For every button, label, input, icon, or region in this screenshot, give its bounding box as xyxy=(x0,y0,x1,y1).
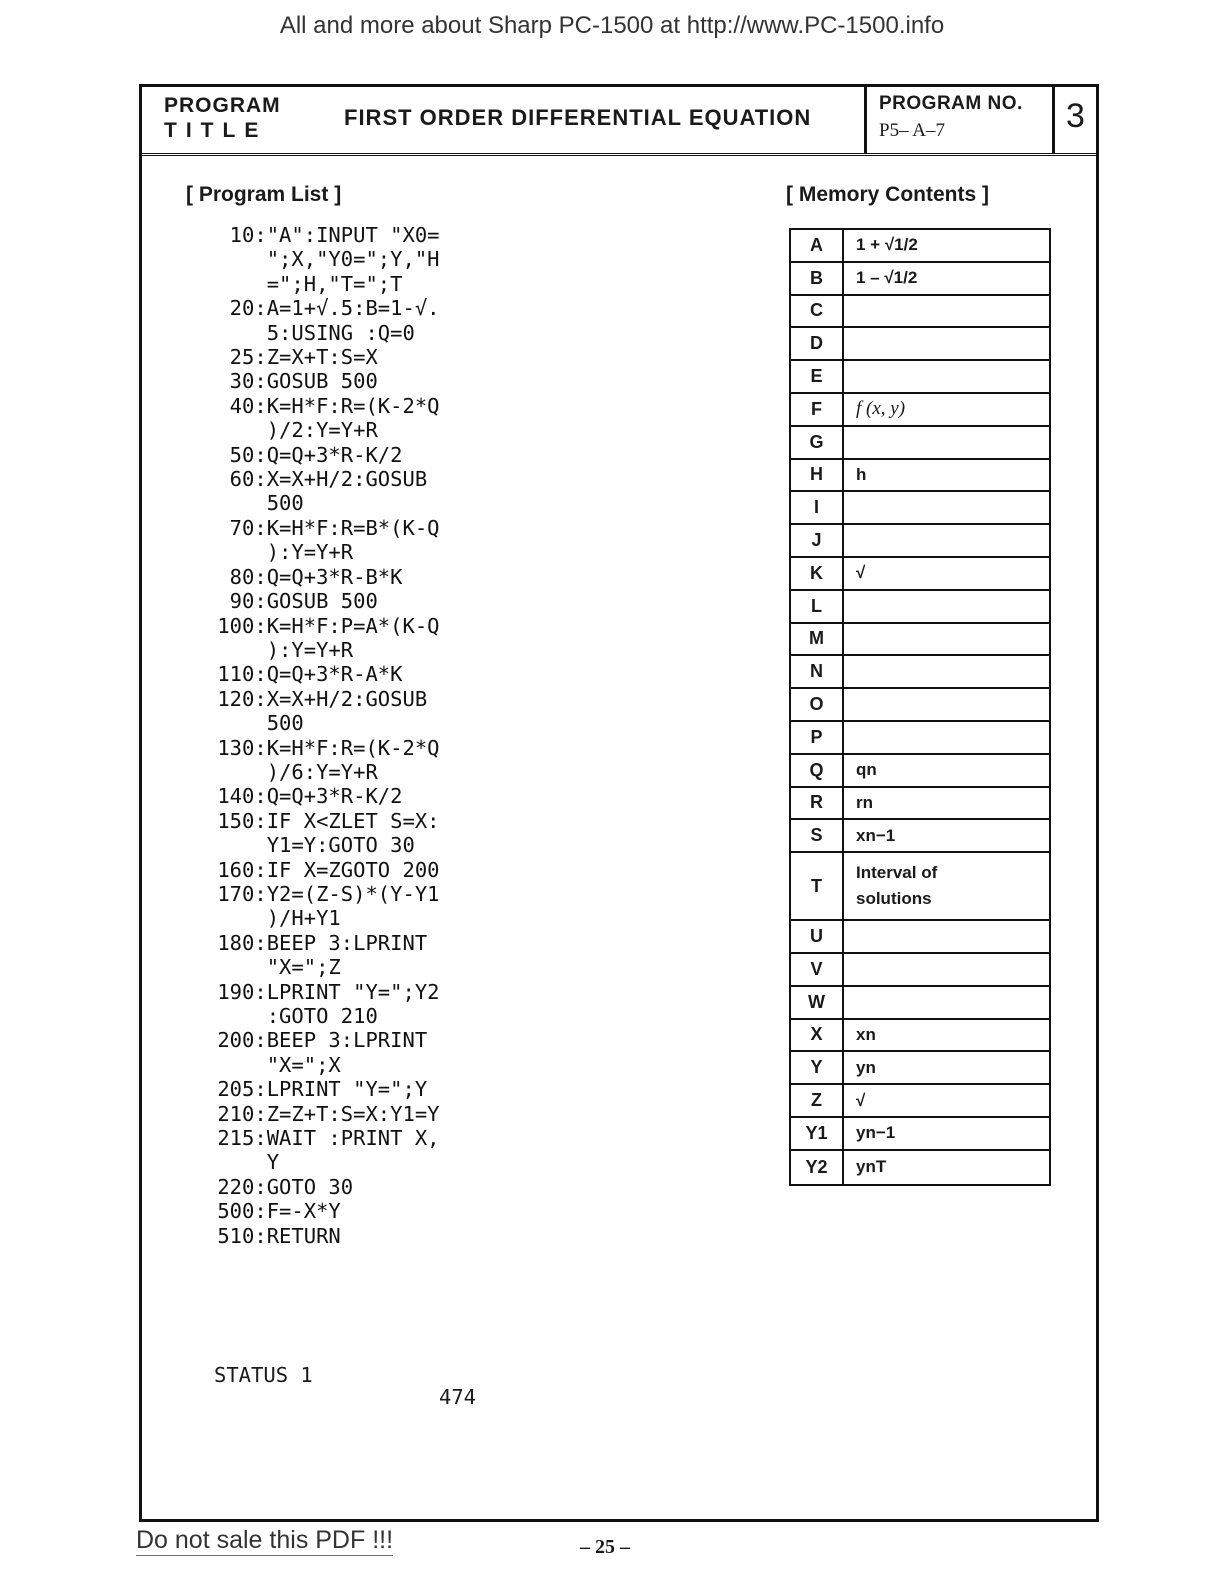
memory-variable: U xyxy=(791,921,844,952)
memory-value: yn−1 xyxy=(856,1123,896,1143)
code-line: 215:WAIT :PRINT X, xyxy=(205,1126,440,1151)
code-line: 130:K=H*F:R=(K-2*Q xyxy=(205,735,440,760)
program-sheet xyxy=(139,84,1099,1522)
memory-variable: M xyxy=(791,624,844,655)
code-line: 30:GOSUB 500 xyxy=(205,369,378,394)
memory-row xyxy=(791,689,1049,722)
memory-variable: P xyxy=(791,722,844,753)
footer-note: Do not sale this PDF !!! xyxy=(136,1526,394,1554)
memory-variable: R xyxy=(791,788,844,819)
memory-row xyxy=(791,558,1049,591)
memory-row xyxy=(791,361,1049,394)
memory-variable: Y xyxy=(791,1052,844,1083)
memory-value xyxy=(844,328,1049,359)
code-line: 50:Q=Q+3*R-K/2 xyxy=(205,442,403,467)
code-line: ):Y=Y+R xyxy=(205,637,354,662)
code-line: 170:Y2=(Z-S)*(Y-Y1 xyxy=(205,881,440,906)
program-list-heading: [ Program List ] xyxy=(186,183,342,206)
memory-variable: Q xyxy=(791,755,844,786)
program-no-value: P5– A–7 xyxy=(879,120,945,141)
memory-value: yn xyxy=(856,1057,876,1077)
memory-row xyxy=(791,921,1049,954)
memory-row xyxy=(791,755,1049,788)
memory-variable: C xyxy=(791,296,844,327)
memory-value xyxy=(844,361,1049,392)
memory-row xyxy=(791,954,1049,987)
code-line: 500:F=-X*Y xyxy=(205,1199,341,1224)
memory-value: 1 – √1/2 xyxy=(856,268,918,288)
code-line: 25:Z=X+T:S=X xyxy=(205,345,378,370)
program-no-label: PROGRAM NO. xyxy=(879,93,1023,114)
code-line: ";X,"Y0=";Y,"H xyxy=(205,247,440,272)
code-line: 80:Q=Q+3*R-B*K xyxy=(205,564,403,589)
memory-value: xn−1 xyxy=(856,825,896,845)
code-line: 500 xyxy=(205,711,304,736)
memory-row xyxy=(791,853,1049,921)
memory-contents-heading: [ Memory Contents ] xyxy=(786,183,990,206)
code-line: 160:IF X=ZGOTO 200 xyxy=(205,857,440,882)
program-title: FIRST ORDER DIFFERENTIAL EQUATION xyxy=(344,105,812,130)
header-note: All and more about Sharp PC-1500 at http://www.PC-1500.info xyxy=(279,12,945,39)
status-label: STATUS 1 xyxy=(214,1363,313,1387)
memory-variable: Y2 xyxy=(791,1151,844,1184)
memory-value xyxy=(844,656,1049,687)
title-block xyxy=(142,87,1096,156)
code-line: 40:K=H*F:R=(K-2*Q xyxy=(205,393,440,418)
code-line: Y xyxy=(205,1150,280,1175)
program-label: PROGRAM xyxy=(164,94,281,117)
code-line: 190:LPRINT "Y=";Y2 xyxy=(205,979,440,1004)
memory-variable: G xyxy=(791,427,844,458)
memory-row xyxy=(791,525,1049,558)
memory-row xyxy=(791,230,1049,263)
code-line: 100:K=H*F:P=A*(K-Q xyxy=(205,613,440,638)
memory-row xyxy=(791,820,1049,853)
memory-value: xn xyxy=(856,1024,876,1044)
code-line: =";H,"T=";T xyxy=(205,271,403,296)
memory-row xyxy=(791,1020,1049,1053)
memory-row xyxy=(791,1118,1049,1151)
code-line: 60:X=X+H/2:GOSUB xyxy=(205,467,428,492)
memory-row xyxy=(791,296,1049,329)
code-line: 205:LPRINT "Y=";Y xyxy=(205,1077,428,1102)
code-line: 200:BEEP 3:LPRINT xyxy=(205,1028,428,1053)
memory-table xyxy=(789,228,1051,1186)
code-line: 120:X=X+H/2:GOSUB xyxy=(205,686,428,711)
memory-value xyxy=(844,591,1049,622)
byte-count: 474 xyxy=(439,1385,477,1409)
memory-row xyxy=(791,328,1049,361)
code-line: 20:A=1+√.5:B=1-√. xyxy=(205,296,440,321)
memory-row xyxy=(791,1085,1049,1118)
memory-variable: E xyxy=(791,361,844,392)
memory-variable: N xyxy=(791,656,844,687)
memory-variable: H xyxy=(791,460,844,491)
code-line: "X=";Z xyxy=(205,955,341,980)
memory-value xyxy=(844,987,1049,1018)
code-line: :GOTO 210 xyxy=(205,1004,378,1028)
memory-variable: L xyxy=(791,591,844,622)
memory-variable: T xyxy=(791,853,844,919)
memory-value: qn xyxy=(856,760,877,780)
memory-variable: B xyxy=(791,263,844,294)
memory-row xyxy=(791,987,1049,1020)
memory-variable: I xyxy=(791,492,844,523)
memory-value xyxy=(844,296,1049,327)
memory-variable: X xyxy=(791,1020,844,1051)
memory-variable: F xyxy=(791,394,844,425)
memory-value xyxy=(844,492,1049,523)
code-line: 150:IF X<ZLET S=X: xyxy=(205,808,440,833)
memory-variable: S xyxy=(791,820,844,851)
memory-variable: A xyxy=(791,230,844,261)
code-line: )/H+Y1 xyxy=(205,906,341,931)
memory-variable: K xyxy=(791,558,844,589)
memory-row xyxy=(791,788,1049,821)
code-line: 110:Q=Q+3*R-A*K xyxy=(205,662,403,687)
memory-row xyxy=(791,394,1049,427)
code-line: Y1=Y:GOTO 30 xyxy=(205,833,415,858)
memory-value: √ xyxy=(856,1090,866,1110)
code-line: 90:GOSUB 500 xyxy=(205,589,378,614)
divider xyxy=(864,87,867,153)
memory-row xyxy=(791,1151,1049,1184)
memory-row xyxy=(791,1052,1049,1085)
memory-value xyxy=(844,624,1049,655)
code-line: 180:BEEP 3:LPRINT xyxy=(205,930,428,955)
code-line: "X=";X xyxy=(205,1052,341,1077)
memory-variable: V xyxy=(791,954,844,985)
memory-row xyxy=(791,656,1049,689)
code-line: 140:Q=Q+3*R-K/2 xyxy=(205,784,403,809)
memory-variable: Y1 xyxy=(791,1118,844,1149)
memory-variable: D xyxy=(791,328,844,359)
code-line: 5:USING :Q=0 xyxy=(205,320,415,345)
memory-row xyxy=(791,492,1049,525)
memory-value: rn xyxy=(856,792,873,812)
code-line: ):Y=Y+R xyxy=(205,540,354,565)
memory-value xyxy=(844,954,1049,985)
memory-value xyxy=(844,722,1049,753)
sheet-number: 3 xyxy=(1066,97,1085,135)
memory-row xyxy=(791,460,1049,493)
code-line: 10:"A":INPUT "X0= xyxy=(205,223,440,247)
memory-value: f (x, y) xyxy=(856,398,906,420)
memory-value xyxy=(844,921,1049,952)
code-line: )/2:Y=Y+R xyxy=(205,418,378,443)
page-number: – 25 – xyxy=(580,1536,630,1558)
memory-row xyxy=(791,263,1049,296)
code-line: 70:K=H*F:R=B*(K-Q xyxy=(205,515,440,540)
memory-value: √ xyxy=(856,563,866,583)
memory-value xyxy=(844,525,1049,556)
memory-value xyxy=(844,427,1049,458)
memory-row xyxy=(791,722,1049,755)
memory-value: h xyxy=(856,464,867,484)
memory-value: 1 + √1/2 xyxy=(856,235,918,255)
program-title-label xyxy=(164,93,281,143)
memory-variable: Z xyxy=(791,1085,844,1116)
code-line: )/6:Y=Y+R xyxy=(205,759,378,784)
memory-row xyxy=(791,591,1049,624)
code-line: 500 xyxy=(205,491,304,516)
code-line: 220:GOTO 30 xyxy=(205,1174,354,1199)
memory-variable: O xyxy=(791,689,844,720)
program-listing xyxy=(205,223,440,1248)
memory-variable: W xyxy=(791,987,844,1018)
memory-variable: J xyxy=(791,525,844,556)
memory-row xyxy=(791,427,1049,460)
memory-row xyxy=(791,624,1049,657)
code-line: 210:Z=Z+T:S=X:Y1=Y xyxy=(205,1101,440,1126)
code-line: 510:RETURN xyxy=(205,1223,341,1248)
memory-value: Interval of solutions xyxy=(856,863,938,909)
title-label: TITLE xyxy=(164,119,268,142)
memory-value: ynT xyxy=(856,1157,887,1177)
memory-value xyxy=(844,689,1049,720)
